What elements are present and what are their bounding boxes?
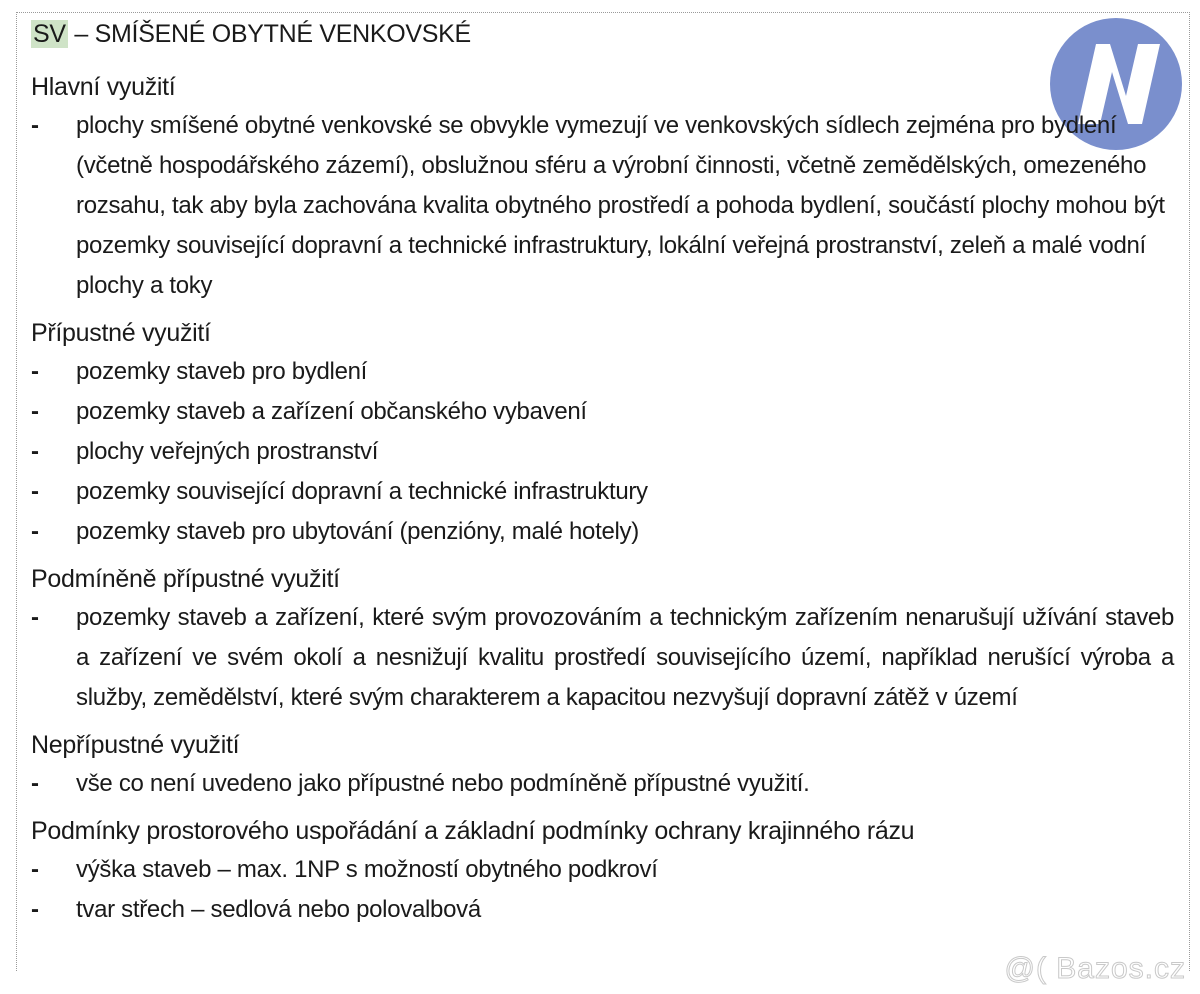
bullet-dash: - bbox=[31, 770, 39, 797]
list-item bbox=[31, 352, 1174, 392]
bullet-dash: - bbox=[31, 112, 39, 139]
list-item bbox=[31, 392, 1174, 432]
watermark-text: @( Bazos.cz bbox=[1004, 952, 1186, 985]
list-item-text: plochy smíšené obytné venkovské se obvykle vymezují ve venkovských sídlech zejména pro bydlení (včetně hospodářského zázemí), obslužnou sféru a výrobní činnosti, včetně zemědělských, omezeného rozsahu, tak aby byla zachována kvalita obytného prostředí a pohoda bydlení, součástí plochy mohou být pozemky související dopravní a technické infrastruktury, lokální veřejná prostranství, zeleň a malé vodní plochy a toky bbox=[76, 112, 1165, 299]
list-item bbox=[31, 890, 1174, 930]
list-item bbox=[31, 106, 1174, 306]
section-heading-main-use: Hlavní využití bbox=[31, 73, 176, 101]
conditional-use-list bbox=[31, 598, 1174, 718]
bullet-dash: - bbox=[31, 478, 39, 505]
zone-title-text: – SMÍŠENÉ OBYTNÉ VENKOVSKÉ bbox=[67, 20, 471, 48]
bullet-dash: - bbox=[31, 358, 39, 385]
list-item-text: plochy veřejných prostranství bbox=[76, 438, 379, 465]
prohibited-use-list bbox=[31, 764, 1174, 804]
bullet-dash: - bbox=[31, 896, 39, 923]
bullet-dash: - bbox=[31, 856, 39, 883]
list-item-text: pozemky staveb pro bydlení bbox=[76, 358, 368, 385]
list-item bbox=[31, 850, 1174, 890]
section-heading-prohibited-use: Nepřípustné využití bbox=[31, 731, 240, 759]
list-item-text: vše co není uvedeno jako přípustné nebo podmíněně přípustné využití. bbox=[76, 770, 810, 797]
list-item-text: pozemky staveb a zařízení, které svým provozováním a technickým zařízením nenarušují užívání staveb a zařízení ve svém okolí a nesnižují kvalitu prostředí souvisejícího území, například nerušící výroba a služby, zemědělství, které svým charakterem a kapacitou nezvyšují dopravní zátěž v území bbox=[76, 604, 1174, 711]
list-item-text: pozemky související dopravní a technické infrastruktury bbox=[76, 478, 648, 505]
bullet-dash: - bbox=[31, 604, 39, 631]
list-item-text: pozemky staveb pro ubytování (penzióny, malé hotely) bbox=[76, 518, 639, 545]
page-title bbox=[31, 16, 1174, 52]
main-use-list bbox=[31, 106, 1174, 306]
spatial-conditions-list bbox=[31, 850, 1174, 930]
section-heading-spatial-conditions: Podmínky prostorového uspořádání a základní podmínky ochrany krajinného rázu bbox=[31, 817, 915, 845]
permitted-use-list bbox=[31, 352, 1174, 552]
section-heading-conditional-use: Podmíněně přípustné využití bbox=[31, 565, 340, 593]
zone-code-badge: SV bbox=[33, 20, 66, 48]
bullet-dash: - bbox=[31, 398, 39, 425]
list-item bbox=[31, 432, 1174, 472]
bullet-dash: - bbox=[31, 518, 39, 545]
list-item bbox=[31, 598, 1174, 718]
list-item bbox=[31, 472, 1174, 512]
list-item-text: tvar střech – sedlová nebo polovalbová bbox=[76, 896, 481, 923]
list-item bbox=[31, 764, 1174, 804]
bullet-dash: - bbox=[31, 438, 39, 465]
list-item-text: pozemky staveb a zařízení občanského vybavení bbox=[76, 398, 587, 425]
list-item-text: výška staveb – max. 1NP s možností obytného podkroví bbox=[76, 856, 658, 883]
list-item bbox=[31, 512, 1174, 552]
section-heading-permitted-use: Přípustné využití bbox=[31, 319, 211, 347]
document-content bbox=[31, 16, 1174, 940]
